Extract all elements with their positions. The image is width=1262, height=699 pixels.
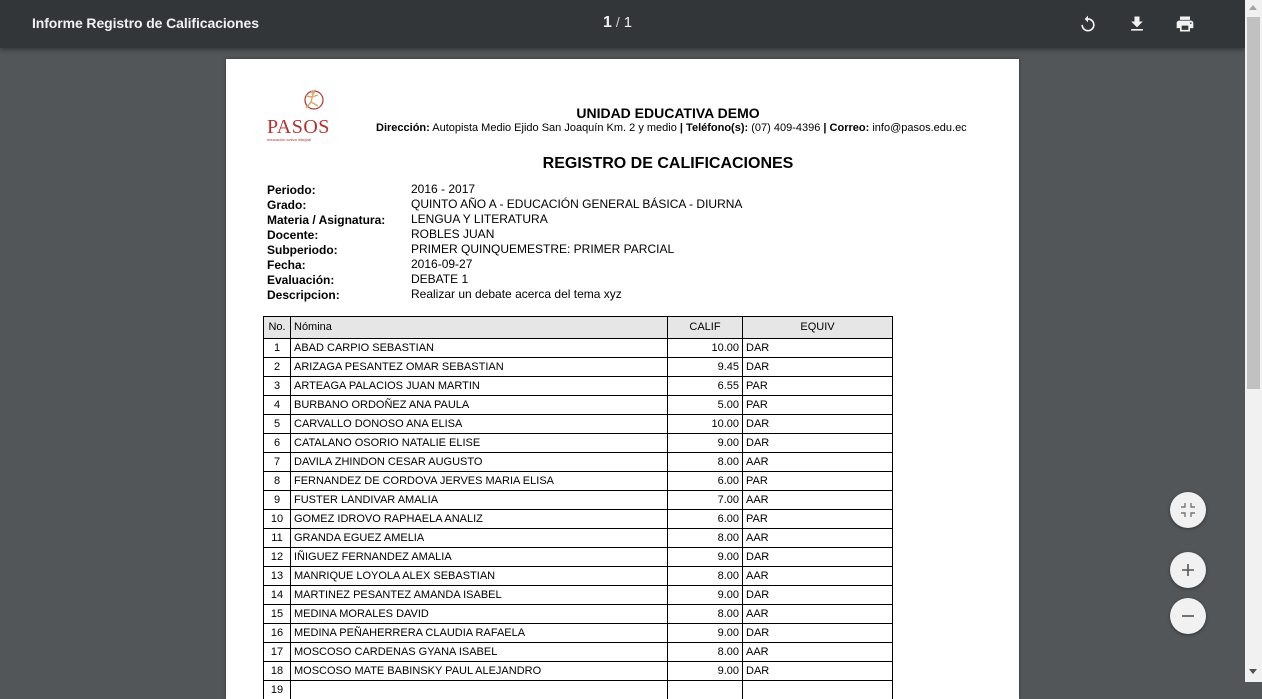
grade-equivalence: PAR <box>743 510 893 529</box>
student-name <box>291 681 668 699</box>
email-label: Correo: <box>830 122 870 134</box>
scrollbar-thumb[interactable] <box>1247 17 1260 389</box>
row-number: 11 <box>264 529 291 548</box>
student-name: MOSCOSO CARDENAS GYANA ISABEL <box>291 643 668 662</box>
row-number: 2 <box>264 358 291 377</box>
zoom-out-icon <box>1180 608 1196 624</box>
row-number: 18 <box>264 662 291 681</box>
grade-equivalence: AAR <box>743 605 893 624</box>
row-number: 6 <box>264 434 291 453</box>
column-header-equiv: EQUIV <box>743 317 893 339</box>
download-button[interactable] <box>1125 12 1149 36</box>
row-number: 13 <box>264 567 291 586</box>
page-separator: / <box>612 14 624 30</box>
table-row <box>264 396 893 415</box>
row-number: 9 <box>264 491 291 510</box>
row-number: 12 <box>264 548 291 567</box>
column-header-nomina: Nómina <box>291 317 668 339</box>
row-number: 5 <box>264 415 291 434</box>
scrollbar[interactable] <box>1245 0 1262 682</box>
grade-equivalence: AAR <box>743 491 893 510</box>
table-row <box>264 510 893 529</box>
report-title: REGISTRO DE CALIFICACIONES <box>226 155 1019 173</box>
column-header-calif: CALIF <box>668 317 743 339</box>
grade-value: 8.00 <box>668 453 743 472</box>
grade-equivalence: DAR <box>743 624 893 643</box>
grade-value: 7.00 <box>668 491 743 510</box>
row-number: 16 <box>264 624 291 643</box>
logo-text: PASOS <box>267 116 330 139</box>
phone-value: (07) 409-4396 <box>751 122 820 134</box>
document-title: Informe Registro de Calificaciones <box>32 15 259 31</box>
table-row <box>264 415 893 434</box>
grade-value: 8.00 <box>668 643 743 662</box>
grade-equivalence: DAR <box>743 434 893 453</box>
fit-page-icon <box>1180 502 1196 518</box>
download-icon <box>1127 14 1147 34</box>
row-number: 19 <box>264 681 291 699</box>
info-value: DEBATE 1 <box>411 272 468 286</box>
student-name: FERNANDEZ DE CORDOVA JERVES MARIA ELISA <box>291 472 668 491</box>
grade-value: 8.00 <box>668 567 743 586</box>
student-name: CARVALLO DONOSO ANA ELISA <box>291 415 668 434</box>
grade-equivalence: DAR <box>743 415 893 434</box>
table-row <box>264 586 893 605</box>
zoom-out-button[interactable] <box>1170 598 1206 634</box>
scroll-up-button[interactable] <box>1245 0 1262 16</box>
table-row <box>264 491 893 510</box>
info-label: Evaluación: <box>267 273 334 287</box>
column-header-no: No. <box>264 317 291 339</box>
page-indicator <box>603 14 632 32</box>
grade-equivalence: AAR <box>743 567 893 586</box>
phone-label: Teléfono(s): <box>686 122 748 134</box>
grade-equivalence: PAR <box>743 396 893 415</box>
info-value: PRIMER QUINQUEMESTRE: PRIMER PARCIAL <box>411 242 674 256</box>
table-row <box>264 624 893 643</box>
grade-equivalence: DAR <box>743 548 893 567</box>
info-label: Grado: <box>267 198 306 212</box>
rotate-icon <box>1078 14 1098 34</box>
viewer-toolbar <box>0 0 1245 48</box>
info-label: Descripcion: <box>267 288 340 302</box>
grade-value: 8.00 <box>668 529 743 548</box>
scroll-down-button[interactable] <box>1245 664 1262 680</box>
print-icon <box>1175 14 1195 34</box>
grade-value: 9.00 <box>668 548 743 567</box>
fit-page-button[interactable] <box>1170 492 1206 528</box>
grade-value: 9.00 <box>668 586 743 605</box>
info-label: Periodo: <box>267 183 316 197</box>
grade-equivalence: PAR <box>743 472 893 491</box>
grade-value: 9.00 <box>668 662 743 681</box>
grade-value: 9.00 <box>668 434 743 453</box>
divider: | <box>680 122 683 134</box>
student-name: MEDINA PEÑAHERRERA CLAUDIA RAFAELA <box>291 624 668 643</box>
chevron-up-icon <box>1249 5 1257 10</box>
table-row <box>264 605 893 624</box>
total-pages: 1 <box>624 14 632 31</box>
row-number: 15 <box>264 605 291 624</box>
grade-value: 9.00 <box>668 624 743 643</box>
grade-equivalence: AAR <box>743 529 893 548</box>
grade-value: 10.00 <box>668 339 743 358</box>
print-button[interactable] <box>1173 12 1197 36</box>
zoom-in-icon <box>1180 562 1196 578</box>
student-name: MOSCOSO MATE BABINSKY PAUL ALEJANDRO <box>291 662 668 681</box>
grade-equivalence: DAR <box>743 586 893 605</box>
table-row <box>264 529 893 548</box>
table-row <box>264 358 893 377</box>
row-number: 8 <box>264 472 291 491</box>
student-name: FUSTER LANDIVAR AMALIA <box>291 491 668 510</box>
grade-equivalence: DAR <box>743 662 893 681</box>
table-row <box>264 472 893 491</box>
grade-equivalence: PAR <box>743 377 893 396</box>
table-row <box>264 662 893 681</box>
row-number: 1 <box>264 339 291 358</box>
grade-value: 9.45 <box>668 358 743 377</box>
info-label: Materia / Asignatura: <box>267 213 385 227</box>
table-row <box>264 681 893 699</box>
student-name: ABAD CARPIO SEBASTIAN <box>291 339 668 358</box>
email-value: info@pasos.edu.ec <box>872 122 966 134</box>
pdf-page <box>226 59 1019 699</box>
row-number: 14 <box>264 586 291 605</box>
logo-tagline: educación activa integral <box>267 137 311 142</box>
student-name: GOMEZ IDROVO RAPHAELA ANALIZ <box>291 510 668 529</box>
student-name: ARTEAGA PALACIOS JUAN MARTIN <box>291 377 668 396</box>
table-row <box>264 643 893 662</box>
student-name: DAVILA ZHINDON CESAR AUGUSTO <box>291 453 668 472</box>
table-row <box>264 453 893 472</box>
grade-value: 6.00 <box>668 472 743 491</box>
grade-equivalence: DAR <box>743 339 893 358</box>
student-name: ARIZAGA PESANTEZ OMAR SEBASTIAN <box>291 358 668 377</box>
student-name: CATALANO OSORIO NATALIE ELISE <box>291 434 668 453</box>
grade-value: 5.00 <box>668 396 743 415</box>
divider: | <box>823 122 826 134</box>
info-value: 2016-09-27 <box>411 257 472 271</box>
zoom-in-button[interactable] <box>1170 552 1206 588</box>
info-value: Realizar un debate acerca del tema xyz <box>411 287 622 301</box>
row-number: 10 <box>264 510 291 529</box>
row-number: 7 <box>264 453 291 472</box>
school-name: UNIDAD EDUCATIVA DEMO <box>226 105 1019 121</box>
table-header-row <box>264 317 893 339</box>
student-name: MANRIQUE LOYOLA ALEX SEBASTIAN <box>291 567 668 586</box>
student-name: MEDINA MORALES DAVID <box>291 605 668 624</box>
info-value: LENGUA Y LITERATURA <box>411 212 548 226</box>
grade-value <box>668 681 743 699</box>
info-value: 2016 - 2017 <box>411 182 475 196</box>
rotate-button[interactable] <box>1076 12 1100 36</box>
grade-equivalence <box>743 681 893 699</box>
table-row <box>264 434 893 453</box>
info-label: Subperiodo: <box>267 243 338 257</box>
row-number: 17 <box>264 643 291 662</box>
contact-line <box>376 122 967 134</box>
row-number: 3 <box>264 377 291 396</box>
grades-table <box>263 316 893 699</box>
address-label: Dirección: <box>376 122 430 134</box>
grade-value: 6.55 <box>668 377 743 396</box>
info-value: ROBLES JUAN <box>411 227 494 241</box>
student-name: MARTINEZ PESANTEZ AMANDA ISABEL <box>291 586 668 605</box>
grade-equivalence: AAR <box>743 453 893 472</box>
table-row <box>264 377 893 396</box>
grade-equivalence: AAR <box>743 643 893 662</box>
table-row <box>264 339 893 358</box>
student-name: GRANDA EGUEZ AMELIA <box>291 529 668 548</box>
student-name: IÑIGUEZ FERNANDEZ AMALIA <box>291 548 668 567</box>
row-number: 4 <box>264 396 291 415</box>
info-value: QUINTO AÑO A - EDUCACIÓN GENERAL BÁSICA - DIURNA <box>411 197 742 211</box>
grade-equivalence: DAR <box>743 358 893 377</box>
address-value: Autopista Medio Ejido San Joaquín Km. 2 y medio <box>432 122 677 134</box>
grade-value: 10.00 <box>668 415 743 434</box>
grade-value: 8.00 <box>668 605 743 624</box>
grade-value: 6.00 <box>668 510 743 529</box>
current-page[interactable]: 1 <box>603 14 612 31</box>
student-name: BURBANO ORDOÑEZ ANA PAULA <box>291 396 668 415</box>
chevron-down-icon <box>1249 669 1257 674</box>
table-row <box>264 548 893 567</box>
table-row <box>264 567 893 586</box>
info-label: Fecha: <box>267 258 306 272</box>
info-label: Docente: <box>267 228 318 242</box>
